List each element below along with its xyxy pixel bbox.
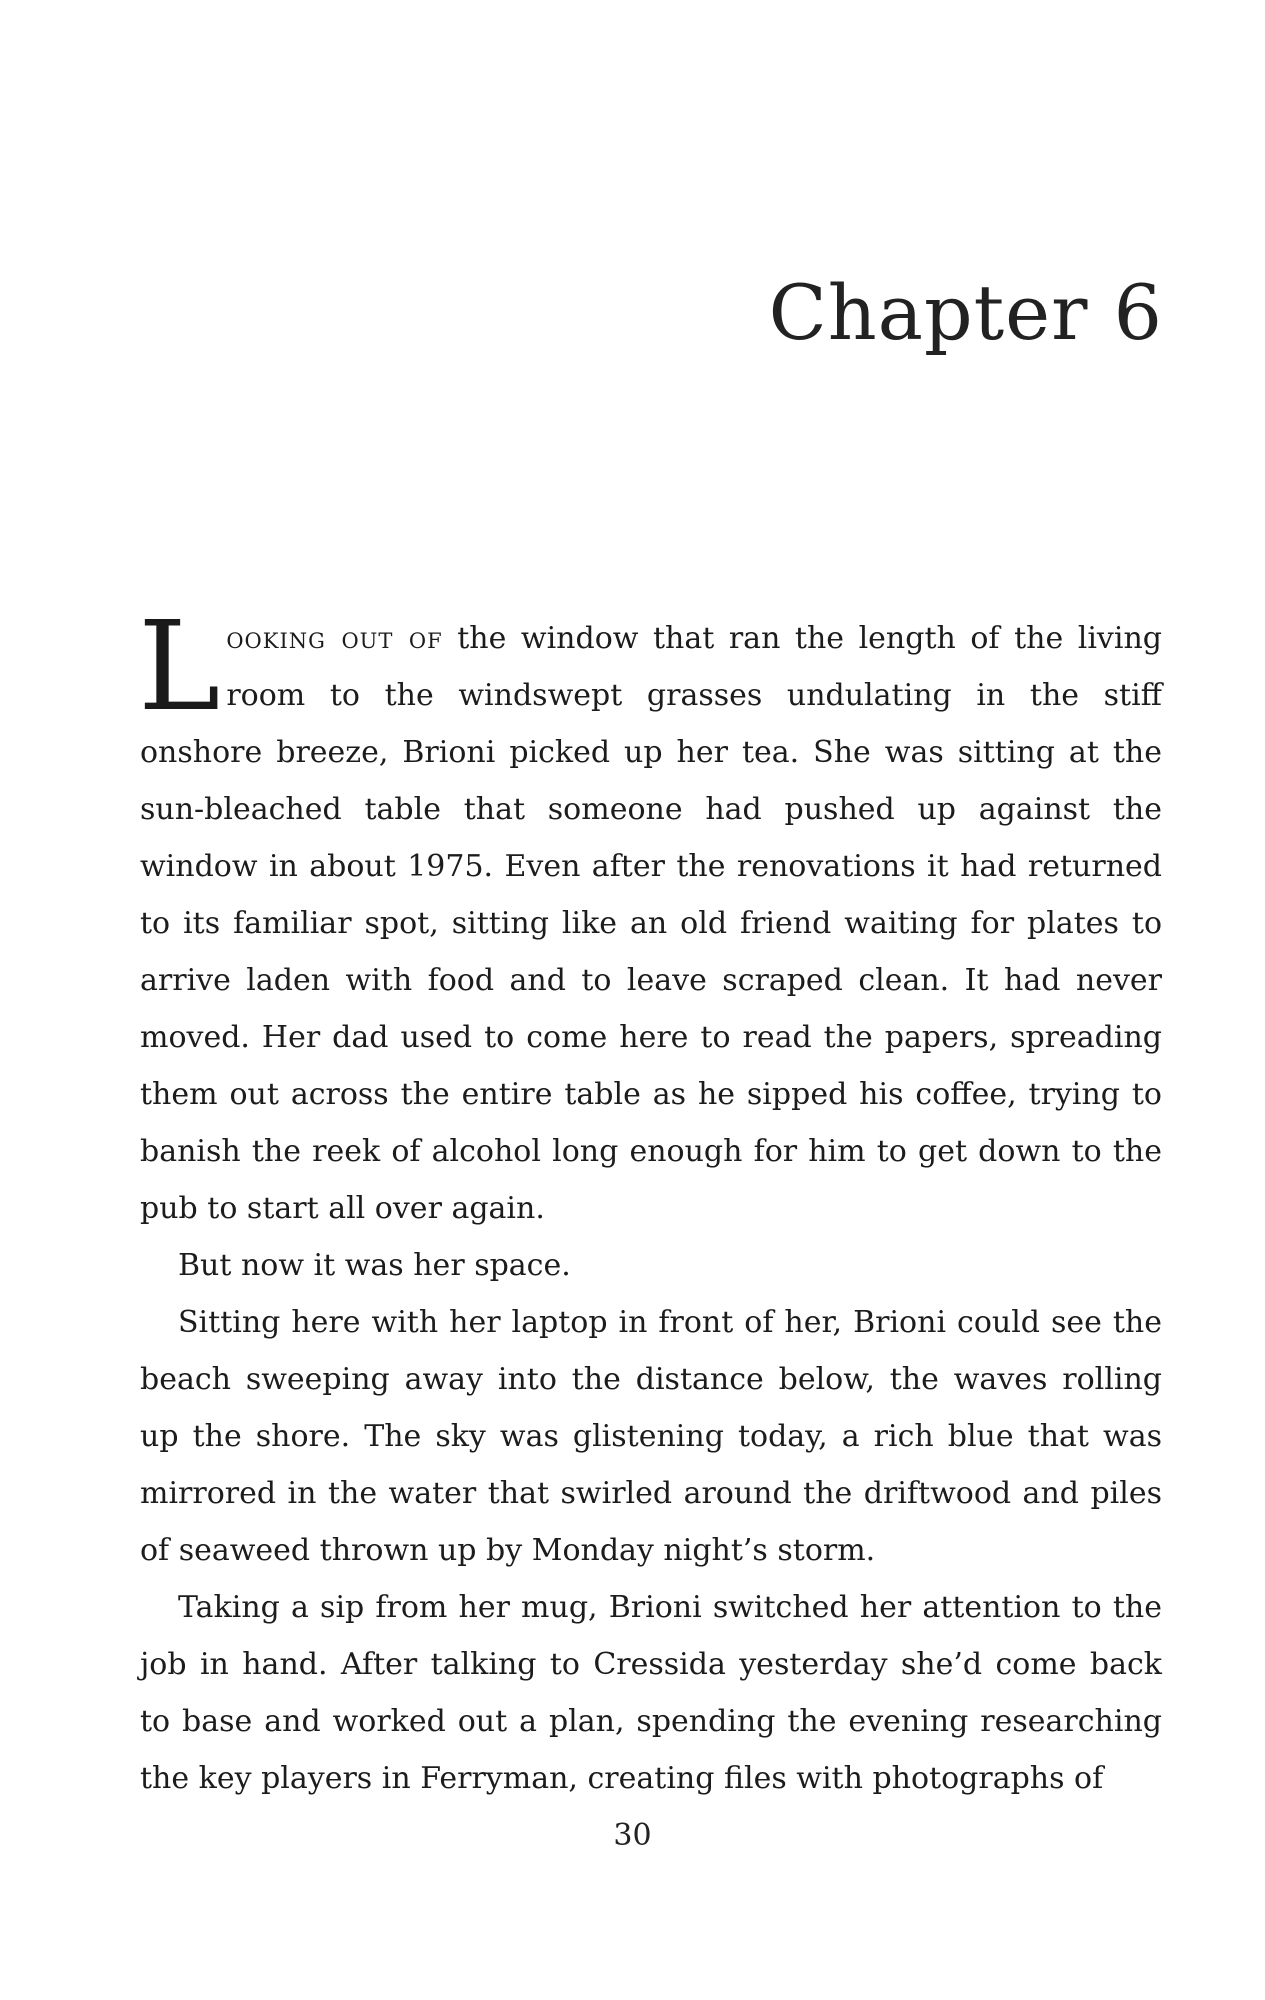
- chapter-title: Chapter 6: [768, 268, 1163, 357]
- opening-small-caps: ooking out of: [226, 621, 443, 656]
- paragraph-3: Sitting here with her laptop in front of her, Brioni could see the beach sweeping away into the distance below, the waves rolling up the shore. The sky was glistening today, a rich blue that was mirrored in the water that swirled around the driftwood and piles of seaweed thrown up by Monday night’s storm.: [140, 1305, 1162, 1568]
- paragraph-4: Taking a sip from her mug, Brioni switched her attention to the job in hand. After talking to Cressida yesterday she’d come back to base and worked out a plan, spending the evening researching the key players in Ferryman, creating files with photographs of: [140, 1590, 1162, 1796]
- paragraph-2: But now it was her space.: [178, 1248, 571, 1283]
- page-number: 30: [613, 1818, 652, 1853]
- drop-cap: L: [138, 595, 221, 739]
- paragraph-1: [138, 595, 1162, 1237]
- paragraph-1-text: the window that ran the length of the living room to the windswept grasses undulating in the stiff onshore breeze, Brioni picked up her tea. She was sitting at the sun-bleached table that someone had pushed up against the window in about 1975. Even after the renovations it had returned to its familiar spot, sitting like an old friend waiting for plates to arrive laden with food and to leave scraped clean. It had never moved. Her dad used to come here to read the papers, spreading them out across the entire table as he sipped his coffee, trying to banish the reek of alcohol long enough for him to get down to the pub to start all over again.: [140, 621, 1162, 1226]
- body-text: [138, 595, 1162, 1807]
